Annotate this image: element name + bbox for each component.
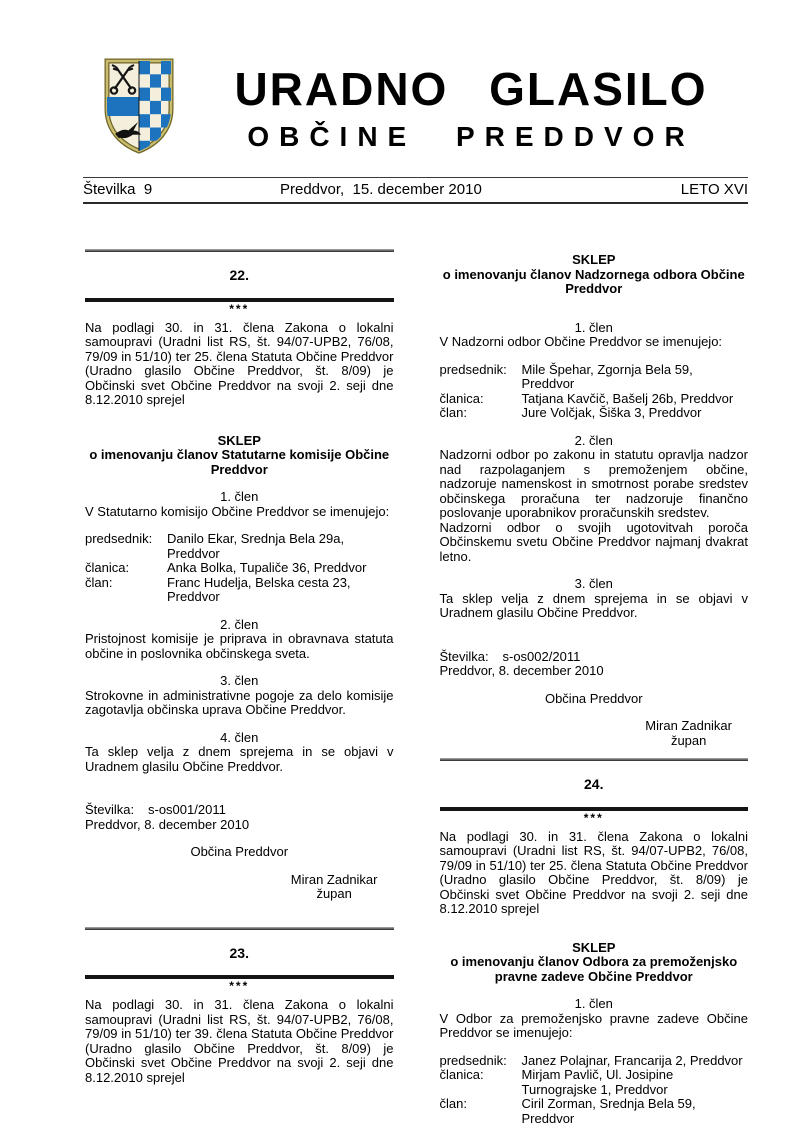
article-text: Ta sklep velja z dnem sprejema in se objavi v Uradnem glasilu Občine Preddvor. bbox=[85, 744, 394, 774]
legal-basis-text: Na podlagi 30. in 31. člena Zakona o lokalni samoupravi (Uradni list RS, št. 94/07-UPB2, 76/08, 79/09 in 51/10) ter 25. člena Statuta Občine Preddvor (Uradno glasilo Občine Preddvor, št. 8/09) je Občinski svet Občine Preddvor na svoji 2. seji dne 8.12.2010 sprejel bbox=[85, 319, 394, 407]
signature-block bbox=[291, 873, 378, 902]
decree-subtitle: o imenovanju članov Nadzornega odbora Občine Preddvor bbox=[442, 266, 745, 296]
member-list bbox=[440, 363, 749, 421]
masthead-titles bbox=[178, 56, 764, 158]
decree-subtitle: o imenovanju članov Statutarne komisije Občine Preddvor bbox=[89, 447, 390, 477]
member-role: članica: bbox=[85, 560, 130, 575]
article-heading: 1. člen bbox=[220, 489, 259, 504]
section-rule-bottom bbox=[85, 298, 394, 302]
member-role: član: bbox=[439, 1096, 467, 1111]
member-row bbox=[85, 561, 394, 576]
member-row bbox=[440, 1068, 749, 1097]
member-row bbox=[440, 1054, 749, 1069]
member-list bbox=[440, 1054, 749, 1127]
issue-date: Preddvor, 15. december 2010 bbox=[280, 181, 482, 198]
member-name: Anka Bolka, Tupaliče 36, Preddvor bbox=[167, 560, 367, 575]
section-rule-bottom bbox=[440, 807, 749, 811]
member-row bbox=[85, 576, 394, 605]
article-text: Nadzorni odbor o svojih ugotovitvah poroča Občinskemu svetu Občine Preddvor najmanj dvakrat letno. bbox=[439, 519, 748, 564]
signer-name: Miran Zadnikar bbox=[290, 871, 378, 887]
article-heading: 1. člen bbox=[574, 996, 613, 1011]
section-number: 23. bbox=[229, 944, 249, 961]
member-role: predsednik: bbox=[85, 531, 153, 546]
signature-block bbox=[645, 719, 732, 748]
reference-number-row bbox=[440, 650, 749, 665]
member-row bbox=[440, 1097, 749, 1126]
reference-block bbox=[85, 803, 394, 832]
legal-basis-text: Na podlagi 30. in 31. člena Zakona o lokalni samoupravi (Uradni list RS, št. 94/07-UPB2, 76/08, 79/09 in 51/10) ter 25. člena Statuta Občine Preddvor (Uradno glasilo Občine Preddvor, št. 8/09) je Občinski svet Občine Preddvor na svoji 2. seji dne 8.12.2010 sprejel bbox=[439, 828, 748, 916]
section-rule-top bbox=[85, 927, 394, 930]
member-role: član: bbox=[85, 574, 113, 590]
article-heading: 2. člen bbox=[220, 616, 259, 632]
decree-heading bbox=[85, 434, 394, 478]
reference-label: Številka: bbox=[439, 648, 489, 664]
place-date-line: Preddvor, 8. december 2010 bbox=[439, 663, 604, 678]
section-number: 22. bbox=[229, 267, 249, 283]
section-rule-top bbox=[440, 758, 749, 761]
member-name: Tatjana Kavčič, Bašelj 26b, Preddvor bbox=[521, 390, 734, 406]
issue-info-bar bbox=[83, 177, 748, 204]
article-text: V Odbor za premoženjsko pravne zadeve Občine Preddvor se imenujejo: bbox=[439, 1010, 748, 1040]
stars-separator: *** bbox=[229, 301, 250, 316]
legal-basis-text: Na podlagi 30. in 31. člena Zakona o lokalni samoupravi (Uradni list RS, št. 94/07-UPB2, 76/08, 79/09 in 51/10) ter 39. člena Statuta Občine Preddvor (Uradno glasilo Občine Preddvor, št. 8/09) je Občinski svet Občine Preddvor na svoji 2. seji dne 8.12.2010 sprejel bbox=[85, 997, 394, 1085]
gazette-subtitle: OBČINE PREDDVOR bbox=[247, 121, 695, 152]
decree-heading bbox=[440, 253, 749, 297]
article-heading: 1. člen bbox=[574, 319, 613, 335]
issue-volume: LETO XVI bbox=[680, 181, 748, 198]
article-text: Pristojnost komisije je priprava in obravnava statuta občine in poslovnika občinskega sveta. bbox=[85, 631, 394, 661]
member-role: članica: bbox=[439, 390, 484, 406]
article-heading: 3. člen bbox=[574, 576, 613, 591]
member-name: Mile Špehar, Zgornja Bela 59, Preddvor bbox=[521, 361, 693, 391]
stars-separator: *** bbox=[229, 979, 250, 993]
member-name: Ciril Zorman, Srednja Bela 59, Preddvor bbox=[521, 1096, 696, 1126]
member-role: član: bbox=[439, 405, 467, 420]
signer-title: župan bbox=[670, 732, 707, 748]
member-name: Jure Volčjak, Šiška 3, Preddvor bbox=[521, 405, 702, 420]
gazette-title: URADNO GLASILO bbox=[234, 63, 708, 115]
member-name: Danilo Ekar, Srednja Bela 29a, Preddvor bbox=[167, 531, 345, 561]
article-text: V Statutarno komisijo Občine Preddvor se imenujejo: bbox=[85, 503, 390, 519]
decree-title: SKLEP bbox=[572, 939, 616, 955]
stars-separator: *** bbox=[583, 810, 604, 825]
left-column bbox=[85, 249, 394, 1139]
member-row bbox=[85, 532, 394, 561]
issue-number: Številka 9 bbox=[83, 181, 153, 198]
document-body bbox=[0, 249, 794, 1139]
article-heading: 4. člen bbox=[220, 729, 259, 745]
article-text: Ta sklep velja z dnem sprejema in se objavi v Uradnem glasilu Občine Preddvor. bbox=[439, 590, 748, 620]
reference-label: Številka: bbox=[85, 802, 135, 817]
reference-block bbox=[440, 650, 749, 679]
right-column bbox=[440, 249, 749, 1139]
member-list bbox=[85, 532, 394, 605]
decree-title: SKLEP bbox=[572, 252, 616, 267]
place-date-line: Preddvor, 8. december 2010 bbox=[85, 816, 250, 832]
reference-value: s-os001/2011 bbox=[148, 802, 226, 817]
member-row bbox=[440, 406, 749, 421]
masthead bbox=[0, 0, 794, 158]
reference-number-row bbox=[85, 803, 394, 818]
signer-name: Miran Zadnikar bbox=[645, 718, 732, 733]
member-row bbox=[440, 392, 749, 407]
member-name: Franc Hudelja, Belska cesta 23, Preddvor bbox=[167, 574, 351, 604]
article-text: Nadzorni odbor po zakonu in statutu opravlja nadzor nad razpolaganjem s premoženjem občine, nadzoruje namenskost in smotrnost porabe sredstev občinskega proračuna ter nadzoruje finančno poslovanje uporabnikov proračunskih sredstev. bbox=[439, 447, 748, 520]
signer-title: župan bbox=[316, 886, 352, 901]
member-role: predsednik: bbox=[439, 1052, 507, 1068]
municipality-line: Občina Preddvor bbox=[190, 844, 289, 859]
article-heading: 3. člen bbox=[220, 673, 259, 688]
article-text: Strokovne in administrativne pogoje za delo komisije zagotavlja občinska uprava Občine Preddvor. bbox=[85, 687, 394, 717]
member-role: predsednik: bbox=[439, 361, 507, 377]
article-heading: 2. člen bbox=[574, 432, 613, 448]
article-text: V Nadzorni odbor Občine Preddvor se imenujejo: bbox=[439, 334, 723, 349]
member-name: Mirjam Pavlič, Ul. Josipine Turnograjske 1, Preddvor bbox=[521, 1067, 674, 1097]
coat-of-arms-icon bbox=[100, 56, 178, 158]
member-row bbox=[440, 363, 749, 392]
municipality-line: Občina Preddvor bbox=[544, 690, 643, 706]
decree-subtitle: o imenovanju članov Odbora za premoženjsko pravne zadeve Občine Preddvor bbox=[450, 954, 738, 984]
decree-heading bbox=[440, 941, 749, 985]
section-number: 24. bbox=[584, 776, 604, 792]
section-rule-top bbox=[85, 249, 394, 252]
decree-title: SKLEP bbox=[217, 432, 261, 448]
member-role: članica: bbox=[439, 1067, 484, 1082]
member-name: Janez Polajnar, Francarija 2, Preddvor bbox=[521, 1052, 743, 1068]
reference-value: s-os002/2011 bbox=[502, 648, 581, 664]
